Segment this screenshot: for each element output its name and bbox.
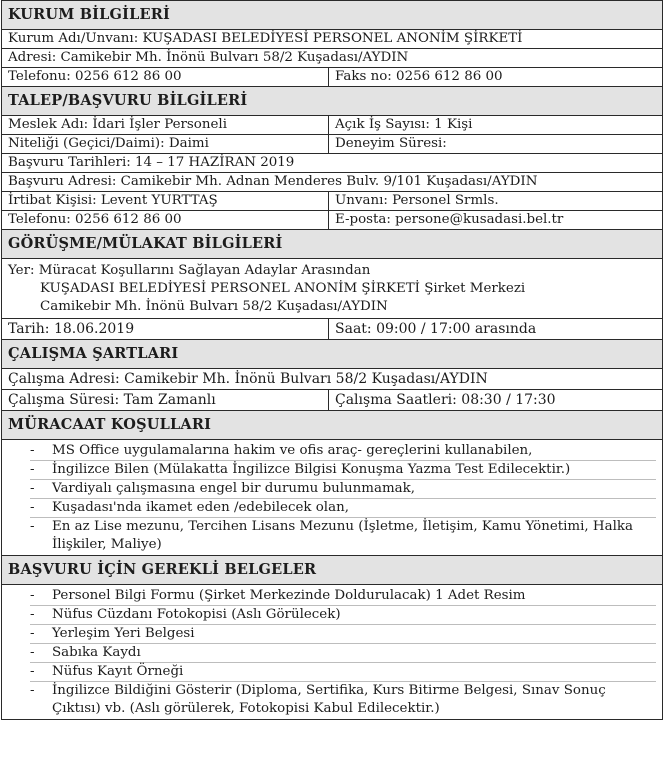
calisma-adresi: Çalışma Adresi: Camikebir Mh. İnönü Bulvarı 58/2 Kuşadası/AYDIN: [8, 371, 488, 387]
list-item: [30, 461, 656, 480]
list-dash: -: [30, 500, 35, 515]
list-dash: -: [30, 664, 35, 679]
list-item-text: Kuşadası'nda ikamet eden /edebilecek olan,: [52, 500, 349, 515]
gorusme-yer-line3: Camikebir Mh. İnönü Bulvarı 58/2 Kuşadası/AYDIN: [40, 299, 388, 314]
niteligi: Niteliği (Geçici/Daimi): Daimi: [2, 135, 329, 153]
list-item-text: En az Lise mezunu, Tercihen Lisans Mezunu (İşletme, İletişim, Kamu Yönetimi, Halka İlişkiler, Maliye): [52, 519, 633, 552]
section-title-calisma: ÇALIŞMA ŞARTLARI: [2, 340, 662, 369]
list-item: [30, 682, 656, 718]
section-title-belgeler: BAŞVURU İÇİN GEREKLİ BELGELER: [2, 556, 662, 585]
row-irtibat: [2, 192, 662, 211]
basvuru-tarihleri: Başvuru Tarihleri: 14 – 17 HAZİRAN 2019: [8, 155, 295, 170]
list-item: [30, 625, 656, 644]
list-item: [30, 606, 656, 625]
list-dash: -: [30, 588, 35, 603]
row-meslek: [2, 116, 662, 135]
section-talep: [1, 86, 663, 229]
list-dash: -: [30, 683, 35, 698]
kurum-telefon: Telefonu: 0256 612 86 00: [2, 68, 329, 86]
list-item-text: Yerleşim Yeri Belgesi: [52, 626, 195, 641]
calisma-suresi: Çalışma Süresi: Tam Zamanlı: [2, 390, 329, 410]
section-title-talep: TALEP/BAŞVURU BİLGİLERİ: [2, 87, 662, 116]
row-gorusme-zaman: [2, 319, 662, 339]
list-dash: -: [30, 607, 35, 622]
row-kurum-adi: [2, 30, 662, 49]
row-kurum-iletisim: [2, 68, 662, 86]
list-item-text: Nüfus Cüzdanı Fotokopisi (Aslı Görülecek): [52, 607, 341, 622]
gorusme-yer: [2, 259, 662, 319]
row-basvuru-tarihleri: [2, 154, 662, 173]
talep-telefon: Telefonu: 0256 612 86 00: [2, 211, 329, 229]
meslek-adi: Meslek Adı: İdari İşler Personeli: [2, 116, 329, 134]
list-item: [30, 499, 656, 518]
section-title-kurum: KURUM BİLGİLERİ: [2, 1, 662, 30]
list-item-text: Nüfus Kayıt Örneği: [52, 664, 184, 679]
list-item: [30, 480, 656, 499]
kurum-adi: Kurum Adı/Unvanı: KUŞADASI BELEDİYESİ PERSONEL ANONİM ŞİRKETİ: [8, 31, 523, 46]
section-kurum: [1, 0, 663, 86]
acik-is-sayisi: Açık İş Sayısı: 1 Kişi: [335, 117, 473, 132]
list-item-text: İngilizce Bildiğini Gösterir (Diploma, Sertifika, Kurs Bitirme Belgesi, Sınav Sonuç Çıktısı) vb. (Aslı görülerek, Fotokopisi Kabul Edilecektir.): [52, 683, 606, 716]
row-basvuru-adresi: [2, 173, 662, 192]
row-nitelik: [2, 135, 662, 154]
section-muracaat: [1, 410, 663, 555]
list-dash: -: [30, 519, 35, 534]
gorusme-tarih: Tarih: 18.06.2019: [2, 319, 329, 339]
list-dash: -: [30, 645, 35, 660]
talep-eposta: E-posta: persone@kusadasi.bel.tr: [335, 212, 564, 227]
list-dash: -: [30, 626, 35, 641]
list-item-text: MS Office uygulamalarına hakim ve ofis araç- gereçlerini kullanabilen,: [52, 443, 533, 458]
list-item-text: İngilizce Bilen (Mülakatta İngilizce Bilgisi Konuşma Yazma Test Edilecektir.): [52, 462, 571, 477]
list-item: [30, 663, 656, 682]
gorusme-yer-line1: Yer: Müracat Koşullarını Sağlayan Adaylar Arasından: [8, 263, 371, 278]
section-gorusme: [1, 229, 663, 339]
row-talep-iletisim: [2, 211, 662, 229]
list-item-text: Sabıka Kaydı: [52, 645, 141, 660]
kurum-adres: Adresi: Camikebir Mh. İnönü Bulvarı 58/2 Kuşadası/AYDIN: [8, 50, 409, 65]
deneyim-suresi: Deneyim Süresi:: [335, 136, 447, 151]
basvuru-adresi: Başvuru Adresi: Camikebir Mh. Adnan Menderes Bulv. 9/101 Kuşadası/AYDIN: [8, 174, 538, 189]
section-belgeler: [1, 555, 663, 720]
list-dash: -: [30, 462, 35, 477]
section-title-gorusme: GÖRÜŞME/MÜLAKAT BİLGİLERİ: [2, 230, 662, 259]
row-calisma-adres: [2, 369, 662, 390]
kurum-faks: Faks no: 0256 612 86 00: [335, 69, 503, 84]
belgeler-list: [2, 585, 662, 719]
irtibat-kisisi: İrtibat Kişisi: Levent YURTTAŞ: [2, 192, 329, 210]
section-calisma: [1, 339, 663, 410]
unvani: Unvanı: Personel Srmls.: [335, 193, 499, 208]
job-posting-form: [1, 0, 663, 720]
list-item-text: Personel Bilgi Formu (Şirket Merkezinde Doldurulacak) 1 Adet Resim: [52, 588, 526, 603]
list-item: [30, 442, 656, 461]
gorusme-yer-line2: KUŞADASI BELEDİYESİ PERSONEL ANONİM ŞİRKETİ Şirket Merkezi: [40, 281, 526, 296]
list-dash: -: [30, 443, 35, 458]
calisma-saatleri: Çalışma Saatleri: 08:30 / 17:30: [335, 392, 556, 408]
section-title-muracaat: MÜRACAAT KOŞULLARI: [2, 411, 662, 440]
muracaat-list: [2, 440, 662, 555]
list-item-text: Vardiyalı çalışmasına engel bir durumu bulunmamak,: [52, 481, 416, 496]
list-item: [30, 587, 656, 606]
row-calisma-sure: [2, 390, 662, 410]
list-item: [30, 644, 656, 663]
row-kurum-adres: [2, 49, 662, 68]
list-item: [30, 518, 656, 554]
gorusme-saat: Saat: 09:00 / 17:00 arasında: [335, 321, 537, 337]
list-dash: -: [30, 481, 35, 496]
